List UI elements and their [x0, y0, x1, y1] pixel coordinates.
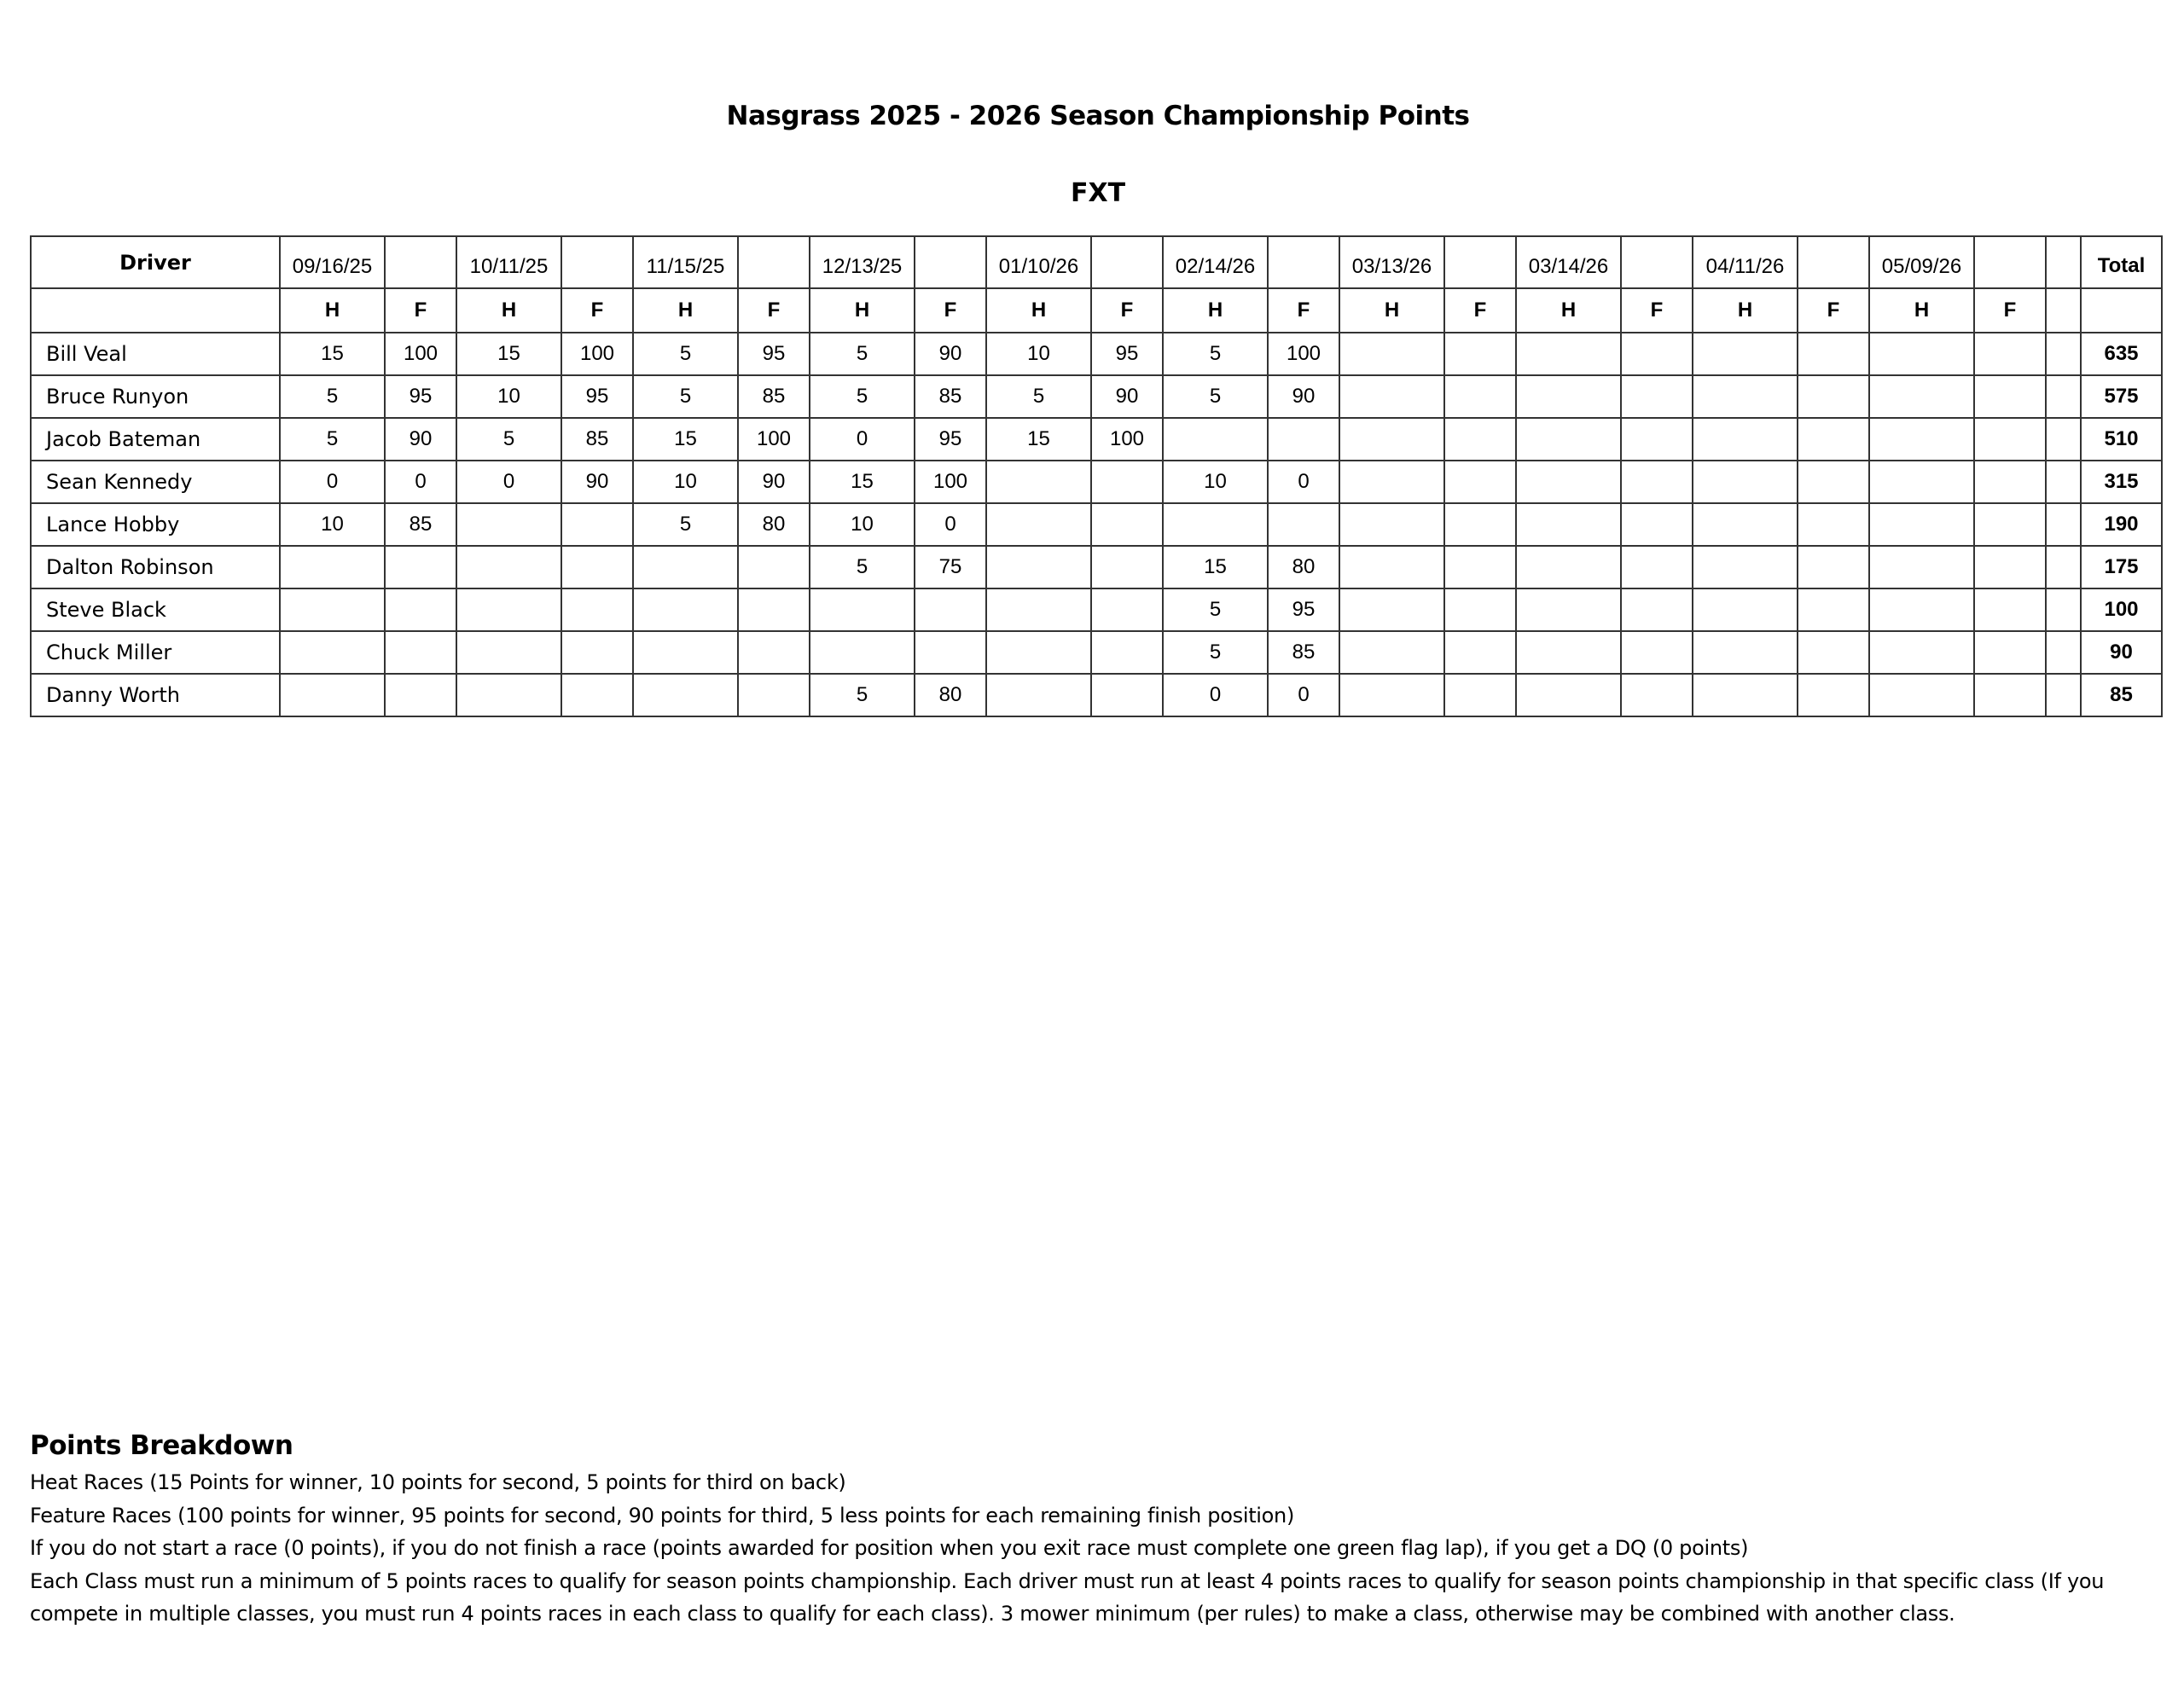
feature-points: [561, 588, 633, 631]
total-points: 575: [2081, 375, 2162, 418]
table-row: [31, 503, 2162, 546]
heat-points: 10: [633, 461, 738, 503]
heat-points: [1163, 418, 1268, 461]
race-date: 10/11/25: [456, 236, 561, 288]
heat-points: 15: [456, 333, 561, 375]
heat-points: [1869, 503, 1974, 546]
heat-label: H: [1163, 288, 1268, 333]
feature-points: [1974, 503, 2046, 546]
heat-points: [986, 674, 1091, 716]
header-spacer: [915, 236, 986, 288]
header-spacer: [1268, 236, 1339, 288]
feature-points: 75: [915, 546, 986, 588]
heat-points: [1869, 674, 1974, 716]
feature-label: F: [1091, 288, 1163, 333]
heat-points: [633, 674, 738, 716]
heat-points: [810, 631, 915, 674]
table-row: [31, 546, 2162, 588]
heat-points: 5: [456, 418, 561, 461]
heat-points: 15: [1163, 546, 1268, 588]
heat-points: 15: [986, 418, 1091, 461]
feature-points: [1621, 418, 1693, 461]
header-spacer: [1798, 236, 1869, 288]
feature-points: 80: [1268, 546, 1339, 588]
header-spacer: [385, 236, 456, 288]
feature-points: [1798, 631, 1869, 674]
blank-cell: [2046, 588, 2081, 631]
heat-points: [1516, 674, 1621, 716]
feature-points: [1798, 333, 1869, 375]
feature-points: 90: [1091, 375, 1163, 418]
heat-points: [1339, 588, 1444, 631]
blank-cell: [2046, 418, 2081, 461]
breakdown-line: Heat Races (15 Points for winner, 10 points for second, 5 points for third on back): [30, 1470, 846, 1494]
feature-points: [1091, 503, 1163, 546]
heat-points: [1516, 503, 1621, 546]
total-points: 175: [2081, 546, 2162, 588]
header-spacer: [2046, 236, 2081, 288]
header-spacer: [31, 288, 280, 333]
heat-points: [1693, 418, 1798, 461]
feature-points: [1798, 503, 1869, 546]
header-spacer: [1091, 236, 1163, 288]
breakdown-heading: Points Breakdown: [30, 1430, 293, 1461]
heat-points: [1693, 503, 1798, 546]
heat-points: [1516, 631, 1621, 674]
feature-points: 90: [385, 418, 456, 461]
heat-points: [456, 503, 561, 546]
driver-name: Bruce Runyon: [31, 375, 280, 418]
heat-points: 5: [810, 333, 915, 375]
feature-points: [1444, 375, 1516, 418]
header-spacer: [738, 236, 810, 288]
table-row: [31, 674, 2162, 716]
heat-points: [810, 588, 915, 631]
feature-points: [1444, 503, 1516, 546]
feature-points: 0: [1268, 674, 1339, 716]
blank-cell: [2046, 333, 2081, 375]
heat-points: [633, 546, 738, 588]
feature-points: 90: [1268, 375, 1339, 418]
heat-points: 10: [986, 333, 1091, 375]
feature-points: [1444, 333, 1516, 375]
feature-points: 0: [1268, 461, 1339, 503]
heat-points: 10: [280, 503, 385, 546]
feature-points: [1091, 461, 1163, 503]
heat-points: [280, 674, 385, 716]
feature-points: [1091, 674, 1163, 716]
blank-cell: [2046, 375, 2081, 418]
feature-label: F: [1268, 288, 1339, 333]
heat-points: 0: [456, 461, 561, 503]
feature-points: 90: [738, 461, 810, 503]
heat-points: [633, 588, 738, 631]
feature-points: 95: [561, 375, 633, 418]
feature-points: [385, 546, 456, 588]
total-points: 510: [2081, 418, 2162, 461]
total-header: Total: [2081, 236, 2162, 288]
race-date: 12/13/25: [810, 236, 915, 288]
heat-points: 5: [1163, 588, 1268, 631]
feature-points: 100: [385, 333, 456, 375]
feature-points: [1444, 418, 1516, 461]
heat-label: H: [280, 288, 385, 333]
table-row: [31, 631, 2162, 674]
feature-label: F: [1974, 288, 2046, 333]
race-date: 09/16/25: [280, 236, 385, 288]
feature-points: [1621, 674, 1693, 716]
page-title: Nasgrass 2025 - 2026 Season Championship Points: [726, 101, 1470, 131]
feature-points: [738, 631, 810, 674]
feature-points: 0: [915, 503, 986, 546]
blank-cell: [2046, 546, 2081, 588]
feature-points: 100: [1091, 418, 1163, 461]
heat-points: [1163, 503, 1268, 546]
feature-points: [385, 588, 456, 631]
feature-points: [1798, 418, 1869, 461]
heat-label: H: [1516, 288, 1621, 333]
total-points: 190: [2081, 503, 2162, 546]
heat-points: 5: [1163, 333, 1268, 375]
heat-points: [1693, 546, 1798, 588]
blank-cell: [2046, 631, 2081, 674]
heat-points: [986, 588, 1091, 631]
heat-points: [1339, 631, 1444, 674]
points-breakdown: [30, 1430, 2163, 1631]
heat-points: 10: [1163, 461, 1268, 503]
race-date: 01/10/26: [986, 236, 1091, 288]
feature-points: 95: [915, 418, 986, 461]
header-spacer: [1444, 236, 1516, 288]
heat-points: [1339, 546, 1444, 588]
driver-name: Steve Black: [31, 588, 280, 631]
heat-points: [1869, 546, 1974, 588]
heat-label: H: [986, 288, 1091, 333]
feature-points: [1268, 418, 1339, 461]
feature-points: [738, 588, 810, 631]
heat-points: 0: [810, 418, 915, 461]
driver-name: Sean Kennedy: [31, 461, 280, 503]
feature-points: 90: [561, 461, 633, 503]
feature-points: [915, 588, 986, 631]
heat-label: H: [1339, 288, 1444, 333]
feature-points: [1798, 546, 1869, 588]
heat-points: [1339, 503, 1444, 546]
heat-points: 0: [280, 461, 385, 503]
feature-points: 100: [738, 418, 810, 461]
feature-points: [1621, 588, 1693, 631]
heat-points: [1693, 674, 1798, 716]
heat-points: [1869, 588, 1974, 631]
feature-points: 80: [915, 674, 986, 716]
total-points: 635: [2081, 333, 2162, 375]
table-row: [31, 375, 2162, 418]
feature-points: [1974, 588, 2046, 631]
feature-points: 80: [738, 503, 810, 546]
feature-points: [1091, 588, 1163, 631]
heat-points: [456, 546, 561, 588]
heat-points: 5: [1163, 375, 1268, 418]
feature-points: [1621, 333, 1693, 375]
feature-points: [1091, 631, 1163, 674]
race-date: 04/11/26: [1693, 236, 1798, 288]
feature-points: [1268, 503, 1339, 546]
heat-points: 15: [280, 333, 385, 375]
feature-points: 85: [1268, 631, 1339, 674]
feature-points: [1444, 461, 1516, 503]
feature-points: [738, 674, 810, 716]
feature-points: [1974, 333, 2046, 375]
heat-points: 5: [633, 375, 738, 418]
total-points: 315: [2081, 461, 2162, 503]
heat-points: 5: [810, 375, 915, 418]
feature-points: [915, 631, 986, 674]
total-points: 90: [2081, 631, 2162, 674]
header-spacer: [1621, 236, 1693, 288]
feature-points: [561, 674, 633, 716]
feature-points: [1621, 375, 1693, 418]
heat-points: [280, 631, 385, 674]
heat-points: [1693, 375, 1798, 418]
feature-points: 95: [1091, 333, 1163, 375]
heat-points: [1516, 546, 1621, 588]
header-spacer: [2081, 288, 2162, 333]
heat-points: 5: [280, 375, 385, 418]
feature-points: 85: [385, 503, 456, 546]
feature-points: [1621, 546, 1693, 588]
race-date: 03/13/26: [1339, 236, 1444, 288]
driver-name: Danny Worth: [31, 674, 280, 716]
feature-points: 95: [738, 333, 810, 375]
driver-name: Dalton Robinson: [31, 546, 280, 588]
heat-label: H: [1869, 288, 1974, 333]
feature-points: [1444, 546, 1516, 588]
feature-points: [1974, 674, 2046, 716]
heat-points: [1693, 333, 1798, 375]
heat-points: 5: [810, 546, 915, 588]
heat-points: [280, 546, 385, 588]
heat-points: 15: [633, 418, 738, 461]
heat-points: 5: [986, 375, 1091, 418]
driver-name: Bill Veal: [31, 333, 280, 375]
header-spacer: [2046, 288, 2081, 333]
feature-label: F: [385, 288, 456, 333]
heat-points: [1516, 375, 1621, 418]
feature-points: [1444, 631, 1516, 674]
feature-points: 100: [561, 333, 633, 375]
heat-points: [1869, 418, 1974, 461]
feature-points: [1798, 375, 1869, 418]
table-row: [31, 461, 2162, 503]
feature-label: F: [1798, 288, 1869, 333]
heat-points: 5: [810, 674, 915, 716]
class-title: FXT: [1070, 178, 1126, 208]
heat-label: H: [810, 288, 915, 333]
feature-points: [1974, 546, 2046, 588]
feature-points: 95: [385, 375, 456, 418]
table-row: [31, 333, 2162, 375]
heat-points: [1516, 418, 1621, 461]
heat-points: 10: [456, 375, 561, 418]
heat-points: [1869, 333, 1974, 375]
feature-label: F: [915, 288, 986, 333]
heat-points: [1339, 418, 1444, 461]
points-table: [30, 235, 2163, 717]
feature-points: [1974, 631, 2046, 674]
heat-points: [1516, 333, 1621, 375]
feature-points: [561, 546, 633, 588]
feature-label: F: [738, 288, 810, 333]
heat-points: 5: [633, 333, 738, 375]
heat-points: [456, 631, 561, 674]
feature-points: [1621, 631, 1693, 674]
heat-points: [1339, 461, 1444, 503]
total-points: 85: [2081, 674, 2162, 716]
feature-points: 100: [1268, 333, 1339, 375]
feature-points: 100: [915, 461, 986, 503]
heat-points: [633, 631, 738, 674]
driver-name: Chuck Miller: [31, 631, 280, 674]
heat-points: [986, 546, 1091, 588]
heat-points: 5: [1163, 631, 1268, 674]
heat-points: [456, 588, 561, 631]
blank-cell: [2046, 503, 2081, 546]
heat-points: 10: [810, 503, 915, 546]
feature-points: [1621, 503, 1693, 546]
blank-cell: [2046, 674, 2081, 716]
feature-points: [1444, 674, 1516, 716]
race-date: 03/14/26: [1516, 236, 1621, 288]
table-row: [31, 588, 2162, 631]
heat-label: H: [456, 288, 561, 333]
feature-label: F: [1621, 288, 1693, 333]
feature-label: F: [1444, 288, 1516, 333]
feature-points: 0: [385, 461, 456, 503]
heat-points: [1516, 461, 1621, 503]
heat-points: [1516, 588, 1621, 631]
header-spacer: [561, 236, 633, 288]
heat-points: 15: [810, 461, 915, 503]
heat-points: [456, 674, 561, 716]
feature-points: 85: [738, 375, 810, 418]
heat-points: [1869, 375, 1974, 418]
heat-points: [986, 503, 1091, 546]
feature-points: [1621, 461, 1693, 503]
total-points: 100: [2081, 588, 2162, 631]
breakdown-line: Feature Races (100 points for winner, 95 points for second, 90 points for third, 5 less points for each remaining finish position): [30, 1503, 1295, 1528]
heat-points: [1869, 461, 1974, 503]
feature-label: F: [561, 288, 633, 333]
race-date: 11/15/25: [633, 236, 738, 288]
header-row-hf: [31, 288, 2162, 333]
feature-points: 95: [1268, 588, 1339, 631]
heat-points: [1339, 375, 1444, 418]
race-date: 02/14/26: [1163, 236, 1268, 288]
driver-name: Jacob Bateman: [31, 418, 280, 461]
driver-header: Driver: [31, 236, 280, 288]
feature-points: [1798, 461, 1869, 503]
feature-points: [1798, 588, 1869, 631]
heat-label: H: [633, 288, 738, 333]
heat-points: 5: [633, 503, 738, 546]
feature-points: [738, 546, 810, 588]
breakdown-line: Each Class must run a minimum of 5 points races to qualify for season points championship. Each driver must run at least 4 points races to qualify for season points championship in that specific class (If you compete in multiple classes, you must run 4 points races in each class to qualify for each class). 3 mower minimum (per rules) to make a class, otherwise may be combined with another class.: [30, 1568, 2105, 1626]
heat-points: [986, 631, 1091, 674]
feature-points: [385, 674, 456, 716]
heat-points: [1693, 461, 1798, 503]
table-row: [31, 418, 2162, 461]
feature-points: [561, 503, 633, 546]
feature-points: [1974, 418, 2046, 461]
feature-points: [1444, 588, 1516, 631]
feature-points: [385, 631, 456, 674]
race-date: 05/09/26: [1869, 236, 1974, 288]
feature-points: [1798, 674, 1869, 716]
feature-points: [561, 631, 633, 674]
feature-points: 85: [561, 418, 633, 461]
feature-points: [1091, 546, 1163, 588]
feature-points: 90: [915, 333, 986, 375]
heat-points: [1339, 674, 1444, 716]
heat-points: [280, 588, 385, 631]
feature-points: [1974, 375, 2046, 418]
heat-points: [1339, 333, 1444, 375]
driver-name: Lance Hobby: [31, 503, 280, 546]
heat-points: [1869, 631, 1974, 674]
heat-points: [1693, 631, 1798, 674]
header-row-dates: [31, 236, 2162, 288]
blank-cell: [2046, 461, 2081, 503]
breakdown-line: If you do not start a race (0 points), if you do not finish a race (points awarded for position when you exit race must complete one green flag lap), if you get a DQ (0 points): [30, 1536, 1749, 1560]
feature-points: 85: [915, 375, 986, 418]
heat-points: [1693, 588, 1798, 631]
heat-points: 0: [1163, 674, 1268, 716]
feature-points: [1974, 461, 2046, 503]
heat-points: 5: [280, 418, 385, 461]
header-spacer: [1974, 236, 2046, 288]
heat-points: [986, 461, 1091, 503]
heat-label: H: [1693, 288, 1798, 333]
